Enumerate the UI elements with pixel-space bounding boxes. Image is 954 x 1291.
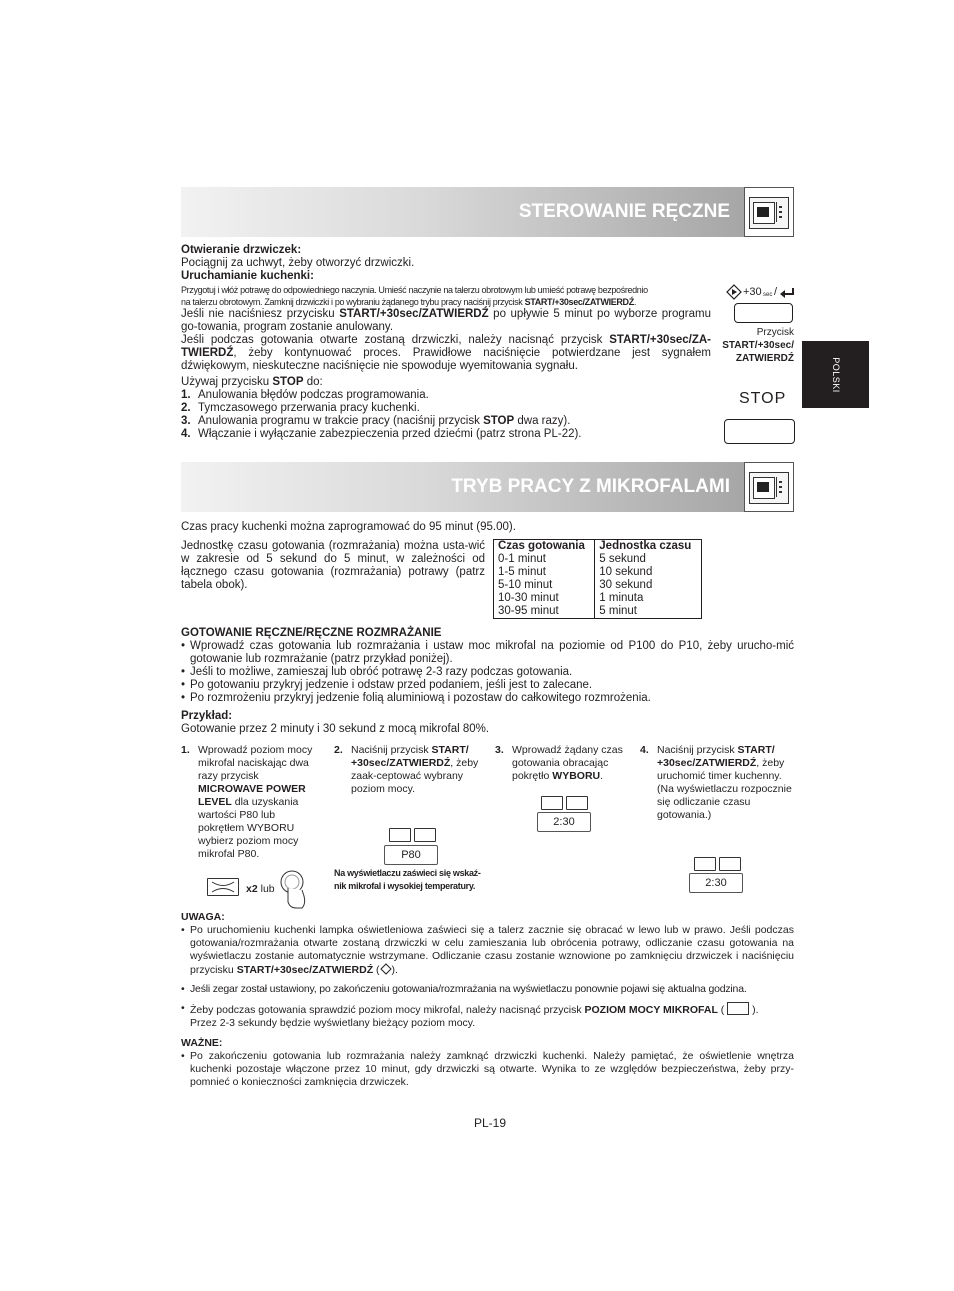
stop-list	[181, 389, 711, 441]
step-1: 1. Wprowadź poziom mocy mikrofal naciskając dwa razy przycisk MICROWAVE POWER LEVEL dla uzyskania wartości P80 lub pokrętłem WYBORU wybierz poziom mocy mikrofal P80.	[181, 744, 313, 860]
table-row: 10-30 minut 1 minuta	[494, 592, 702, 605]
grill-indicator-icon	[414, 828, 436, 842]
table-header: Czas gotowania	[494, 540, 595, 554]
note-item: • Żeby podczas gotowania sprawdzić poziom mocy mikrofal, należy nacisnąć przycisk POZIOM MOCY MIKROFAL ( ). Przez 2-3 sekundy będzie wyświetlany bieżący poziom mocy.	[181, 1002, 794, 1030]
stop-list-item: 4. Włączanie i wyłączanie zabezpieczenia przed dziećmi (patrz strona PL-22).	[181, 428, 582, 440]
list-item: • Wprowadź czas gotowania lub rozmrażania i ustaw moc mikrofal na poziomie od P100 do P10, żeby urucho-mić gotowanie lub rozmrażanie (patrz przykład poniżej).	[181, 640, 794, 666]
microwave-icon	[744, 462, 794, 512]
list-item: • Jeśli to możliwe, zamieszaj lub obróć potrawę 2-3 razy podczas gotowania.	[181, 666, 794, 679]
start-instructions-line2: na talerzu obrotowym. Zamknij drzwiczki i po wybraniu żądanego trybu pracy naciśnij przycisk START/+30sec/ZATWIERDŹ.	[181, 297, 636, 307]
door-heading: Otwieranie drzwiczek:	[181, 244, 302, 256]
door-open-paragraph: Jeśli podczas gotowania otwarte zostaną drzwiczki, należy nacisnąć przycisk START/+30sec/ZA-TWIERDŹ, żeby kontynuować proces. Prawidłowe naciśnięcie potwierdzane jest sygnałem dźwiękowym, nieskuteczne naciśnięcie nie spowoduje wyemitowania sygnału.	[181, 334, 711, 372]
table-row: 30-95 minut 5 minut	[494, 605, 702, 619]
table-row: 5-10 minut 30 sekund	[494, 579, 702, 592]
enter-icon	[780, 287, 796, 299]
section-title: TRYB PRACY Z MIKROFALAMI	[451, 476, 730, 497]
table-row: 0-1 minut 5 sekund	[494, 553, 702, 566]
section-title: STEROWANIE RĘCZNE	[518, 201, 730, 222]
grill-indicator-icon	[719, 857, 741, 871]
section-banner-manual	[181, 187, 794, 237]
display-p80: P80	[384, 845, 438, 865]
display-2-30: 2:30	[689, 873, 743, 893]
step-2: 2. Naciśnij przycisk START/ +30sec/ZATWIERDŹ, żeby zaak-ceptować wybrany poziom mocy.	[334, 744, 479, 795]
manual-heading: GOTOWANIE RĘCZNE/RĘCZNE ROZMRAŻANIE	[181, 627, 442, 639]
door-text: Pociągnij za uchwyt, żeby otworzyć drzwiczki.	[181, 257, 415, 269]
grill-indicator-icon	[566, 796, 588, 810]
microwave-indicator-icon	[694, 857, 716, 871]
table-row: 1-5 minut 10 sekund	[494, 566, 702, 579]
microwave-icon	[744, 187, 794, 237]
stop-button[interactable]	[724, 419, 795, 444]
section-banner-microwave	[181, 462, 794, 512]
x2-or-label: x2 lub	[246, 883, 275, 895]
dial-knob-icon[interactable]	[278, 868, 308, 910]
section1-content	[181, 244, 711, 441]
time-unit-table	[493, 539, 702, 619]
note-heading: UWAGA:	[181, 911, 225, 923]
table-header: Jednostka czasu	[595, 540, 702, 554]
start-key-symbol: +30 sec /	[726, 284, 796, 302]
start-button[interactable]	[734, 303, 793, 323]
section2-intro: Czas pracy kuchenki można zaprogramować do 95 minut (95.00).	[181, 521, 516, 533]
stop-list-item: 2. Tymczasowego przerwania pracy kuchenki.	[181, 402, 420, 414]
important-heading: WAŻNE:	[181, 1037, 223, 1049]
power-level-icon[interactable]	[207, 878, 239, 896]
example-text: Gotowanie przez 2 minuty i 30 sekund z mocą mikrofal 80%.	[181, 723, 490, 735]
step-4: 4. Naciśnij przycisk START/ +30sec/ZATWIERDŹ, żeby uruchomić timer kuchenny. (Na wyświetlaczu rozpocznie się odliczanie czasu gotowania.)	[640, 744, 792, 821]
microwave-indicator-icon	[389, 828, 411, 842]
display-2-30: 2:30	[537, 812, 591, 832]
example-heading: Przykład:	[181, 710, 233, 722]
time-unit-paragraph: Jednostkę czasu gotowania (rozmrażania) można usta-wić w zakresie od 5 sekund do 5 minut, w zależności od łącznego czasu gotowania (rozmrażania) potrawy (patrz tabela obok).	[181, 540, 485, 591]
stop-list-item: 1. Anulowania błędów podczas programowania.	[181, 389, 429, 401]
power-level-icon	[727, 1002, 749, 1015]
start-key-caption: Przycisk START/+30sec/ ZATWIERDŹ	[722, 327, 794, 364]
diamond-start-icon	[380, 963, 392, 975]
diamond-start-icon	[726, 284, 742, 300]
language-tab: POLSKI	[802, 341, 869, 408]
note-block	[181, 911, 794, 1089]
display-note: Na wyświetlaczu zaświeci się wskaź-nik mikrofal i wysokiej temperatury.	[334, 868, 481, 891]
note-item: • Po uruchomieniu kuchenki lampka oświetleniowa zaświeci się a talerz zacznie się obracać w lewo lub w prawo. Jeśli podczas gotowania/rozmrażania otwarte zostaną drzwiczki w celu zamieszania lub obrócenia potrawy, odliczanie czasu gotowania na wyświetlaczu zostanie automatycznie wstrzymane. Odliczanie czasu zostanie wznowione po zamknięciu drzwiczek i naciśnięciu przycisku START/+30sec/ZATWIERDŹ ( ).	[181, 924, 794, 977]
stop-label: STOP	[739, 390, 787, 407]
list-item: • Po rozmrożeniu przykryj jedzenie folią aluminiową i pozostaw do całkowitego rozmrożenia.	[181, 692, 794, 705]
note-item: • Jeśli zegar został ustawiony, po zakończeniu gotowania/rozmrażania na wyświetlaczu ponownie pojawi się aktualna godzina.	[181, 983, 794, 996]
page-number: PL-19	[474, 1116, 507, 1130]
step-3: 3. Wprowadź żądany czas gotowania obracając pokrętło WYBORU.	[495, 744, 623, 782]
start-heading: Uruchamianie kuchenki:	[181, 270, 314, 282]
microwave-indicator-icon	[541, 796, 563, 810]
stop-intro: Używaj przycisku STOP do:	[181, 376, 323, 388]
manual-cooking-block	[181, 627, 794, 736]
no-press-paragraph: Jeśli nie naciśniesz przycisku START/+30sec/ZATWIERDŹ po upływie 5 minut po wyborze programu go-towania, program zostanie anulowany.	[181, 308, 711, 333]
start-instructions-line1: Przygotuj i włóż potrawę do odpowiedniego naczynia. Umieść naczynie na talerzu obrotowym lub umieść potrawę bezpośrednio	[181, 285, 648, 295]
stop-list-item: 3. Anulowania programu w trakcie pracy (naciśnij przycisk STOP dwa razy).	[181, 415, 571, 427]
important-item: • Po zakończeniu gotowania lub rozmrażania należy zamknąć drzwiczki kuchenki. Należy pamiętać, że oświetlenie wnętrza kuchenki pozostaje włączone przez 10 minut, gdy drzwiczki są otwarte. Wynika to ze względów bezpieczeństwa, żeby przy-pomnieć o konieczności zamknięcia drzwiczek.	[181, 1050, 794, 1089]
list-item: • Po gotowaniu przykryj jedzenie i odstaw przed podaniem, jeśli jest to zalecane.	[181, 679, 794, 692]
